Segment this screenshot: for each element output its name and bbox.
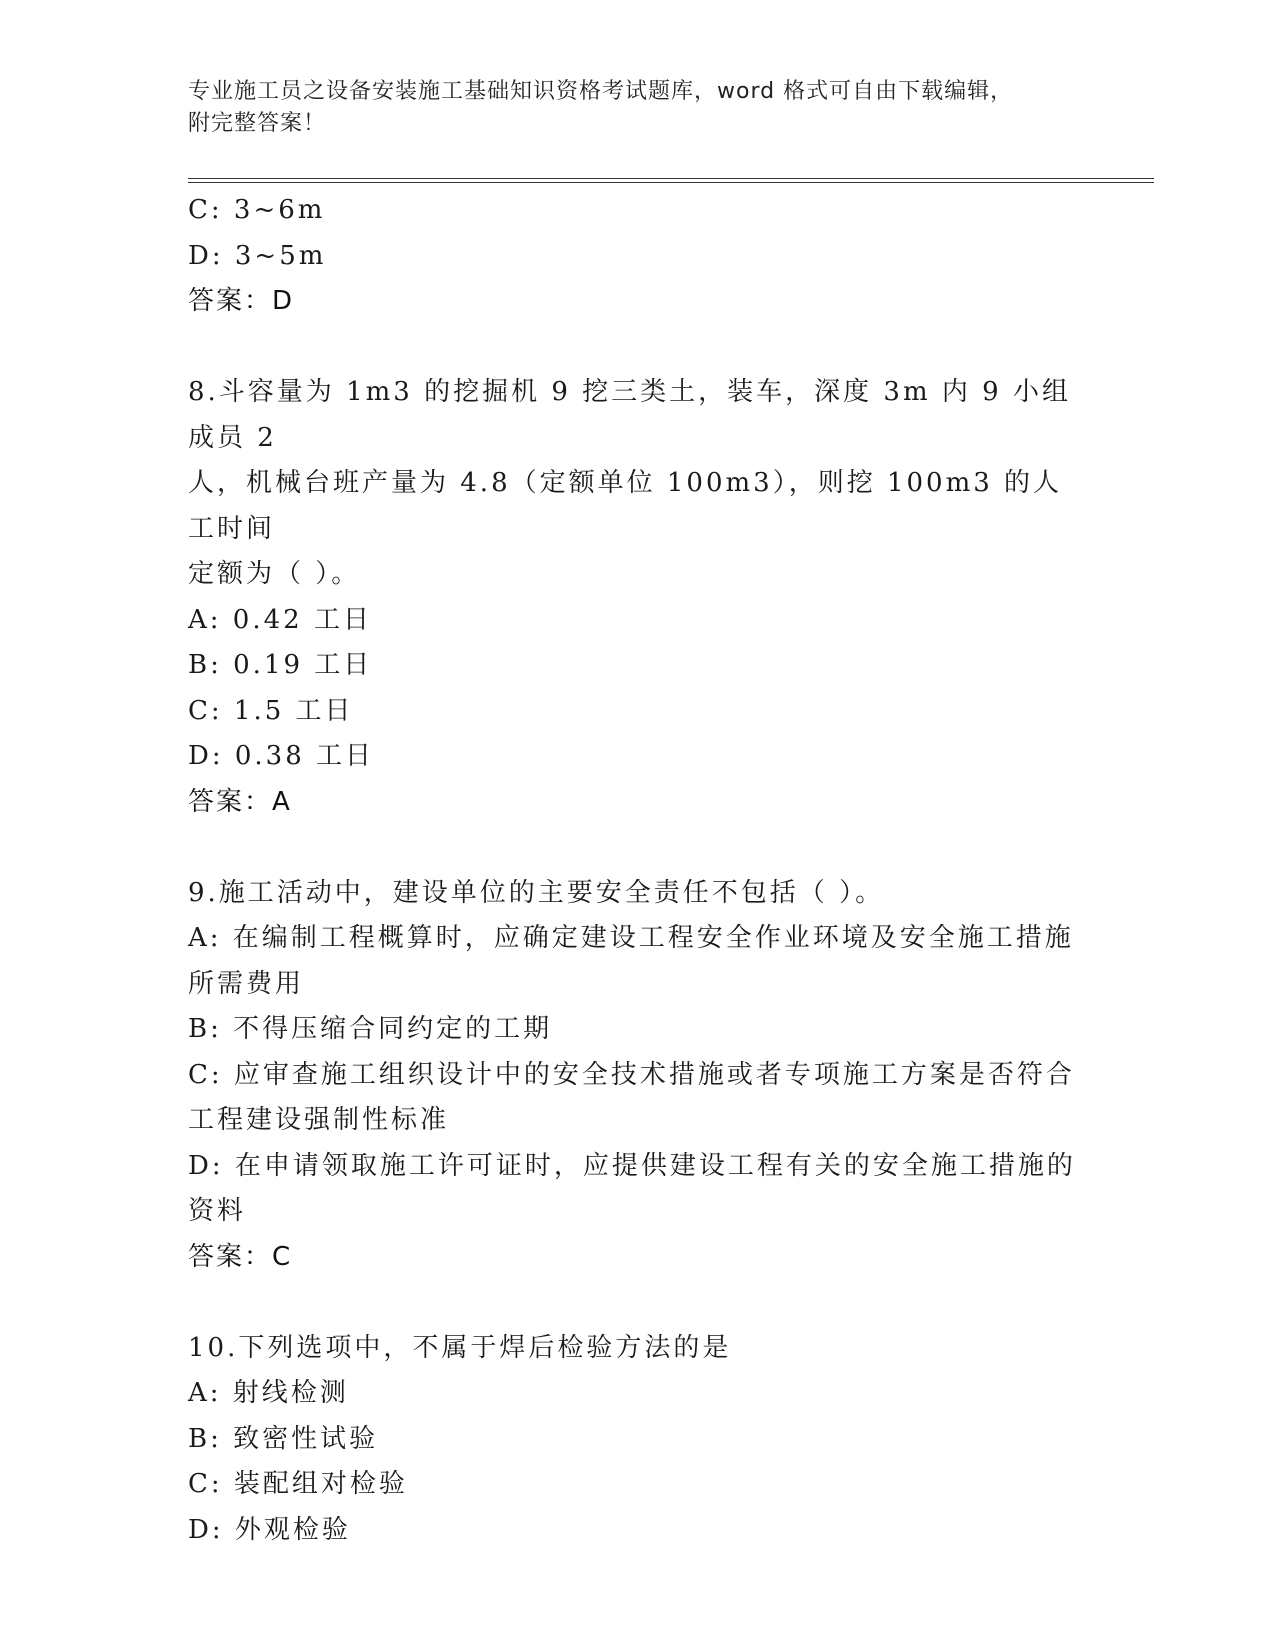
answer-label: 答案：C <box>188 1241 293 1272</box>
option-d: D: 3~5m <box>188 240 327 271</box>
option-d: D: 外观检验 <box>188 1514 351 1545</box>
question-stem-line: 定额为（ ）。 <box>188 559 361 589</box>
option-b: B: 致密性试验 <box>188 1423 379 1454</box>
option-d-continued: 资料 <box>188 1196 247 1226</box>
question-10 <box>188 1326 1088 1554</box>
answer-label: 答案：D <box>188 286 295 316</box>
option-a-continued: 所需费用 <box>188 968 305 999</box>
option-d: D: 在申请领取施工许可证时，应提供建设工程有关的安全施工措施的 <box>188 1150 1076 1181</box>
option-a: A: 在编制工程概算时，应确定建设工程安全作业环境及安全施工措施 <box>188 923 1074 953</box>
header-title-line-2: 附完整答案！ <box>188 111 327 136</box>
spacer <box>188 325 1088 371</box>
answer-label: 答案：A <box>188 786 292 817</box>
question-9 <box>188 871 1088 1281</box>
question-stem: 10.下列选项中，不属于焊后检验方法的是 <box>188 1332 732 1363</box>
page-header <box>188 76 1068 140</box>
question-stem-line: 8.斗容量为 1m3 的挖掘机 9 挖三类土，装车，深度 3m 内 9 小组成员 2 <box>188 377 1071 453</box>
option-c: C: 1.5 工日 <box>188 695 354 726</box>
header-divider <box>188 178 1154 183</box>
option-a: A: 0.42 工日 <box>188 604 372 635</box>
spacer <box>188 1280 1088 1326</box>
option-d: D: 0.38 工日 <box>188 741 375 771</box>
header-title-line-1: 专业施工员之设备安装施工基础知识资格考试题库，word 格式可自由下载编辑， <box>188 79 1014 104</box>
option-b: B: 0.19 工日 <box>188 650 373 680</box>
question-7-tail <box>188 188 1088 325</box>
option-a: A: 射线检测 <box>188 1378 349 1408</box>
option-c: C: 应审查施工组织设计中的安全技术措施或者专项施工方案是否符合 <box>188 1059 1075 1090</box>
option-c-continued: 工程建设强制性标准 <box>188 1105 450 1135</box>
option-c: C: 装配组对检验 <box>188 1469 408 1499</box>
option-c: C: 3~6m <box>188 195 326 225</box>
question-list <box>188 188 1088 1553</box>
option-b: B: 不得压缩合同约定的工期 <box>188 1014 553 1044</box>
question-stem: 9.施工活动中，建设单位的主要安全责任不包括（ ）。 <box>188 877 885 908</box>
question-stem-line: 人，机械台班产量为 4.8（定额单位 100m3），则挖 100m3 的人工时间 <box>188 468 1063 544</box>
spacer <box>188 825 1088 871</box>
question-8 <box>188 370 1088 825</box>
